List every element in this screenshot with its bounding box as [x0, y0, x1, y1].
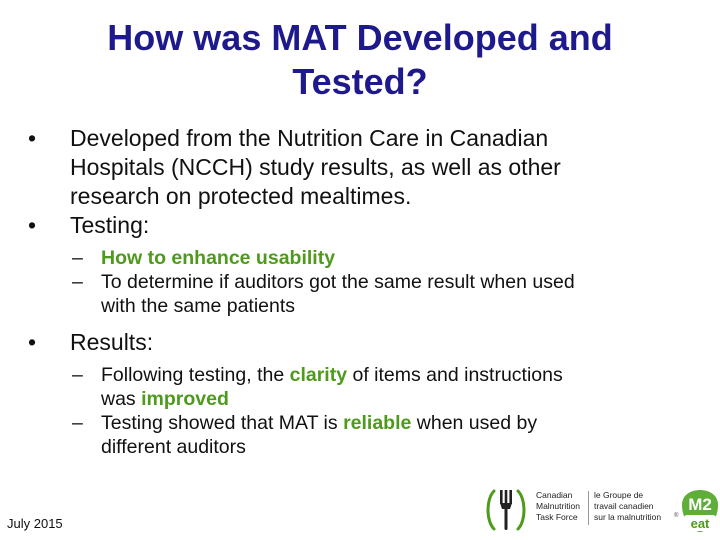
sub-bullet-clarity: [0, 363, 701, 411]
badge-top-text: M2: [688, 495, 712, 514]
bullet-results-label: Results:: [70, 329, 154, 355]
bullet-testing: [0, 211, 650, 240]
logo-en-line: Malnutrition: [536, 501, 580, 511]
logo-fr-line: sur la malnutrition: [594, 512, 662, 522]
improved-highlight: improved: [141, 388, 229, 410]
clarity-suffix: of items and instructions: [347, 364, 563, 386]
logo-en-line: Canadian: [536, 490, 573, 500]
clarity-highlight: clarity: [289, 364, 348, 386]
logo-divider: [588, 491, 589, 525]
bullet-developed: [0, 124, 650, 211]
bullet-testing-label: Testing:: [70, 212, 150, 238]
reliable-suffix: when used by: [411, 412, 538, 434]
sub-bullet-usability-text: How to enhance usability: [101, 247, 336, 269]
sub-bullet-auditors-line-2: with the same patients: [101, 295, 296, 317]
clarity-prefix: Following testing, the: [101, 364, 290, 386]
logo-english-text: [536, 490, 580, 523]
slide-title-line-2: Tested?: [292, 61, 428, 102]
sub-bullet-clarity-line-2: [101, 387, 701, 411]
dash-icon: –: [72, 271, 83, 293]
sub-bullet-reliable-line-1: [101, 411, 701, 435]
badge-bottom-text: eat: [690, 516, 710, 531]
improved-prefix: was: [101, 388, 142, 410]
bullet-icon: •: [28, 212, 37, 238]
dash-icon: –: [72, 412, 83, 434]
bullet-results: [0, 328, 650, 357]
sub-bullet-usability: [0, 246, 701, 270]
logo-french-text: [594, 490, 661, 523]
fork-icon: [484, 487, 528, 533]
logo-en-line: Task Force: [536, 512, 578, 522]
bullet-list: [0, 124, 720, 459]
bullet-developed-line-2: Hospitals (NCCH) study results, as well as other: [70, 154, 561, 180]
sub-bullet-clarity-line-1: [101, 363, 701, 387]
bullet-icon: •: [28, 329, 37, 355]
logo-fr-line: travail canadien: [594, 501, 654, 511]
dash-icon: –: [72, 247, 83, 269]
sub-bullet-auditors-line-1: To determine if auditors got the same result when used: [101, 271, 575, 293]
sub-bullet-auditors: [0, 270, 701, 318]
reliable-prefix: Testing showed that MAT is: [101, 412, 344, 434]
sub-bullet-reliable: [0, 411, 701, 459]
bullet-developed-line-3: research on protected mealtimes.: [70, 183, 412, 209]
m2eat-badge: [680, 489, 720, 535]
footer-date: July 2015: [7, 516, 63, 531]
sub-bullet-reliable-line-2: different auditors: [101, 436, 246, 458]
bullet-icon: •: [28, 125, 37, 151]
registered-mark: ®: [674, 513, 679, 519]
slide-title-line-1: How was MAT Developed and: [107, 17, 613, 58]
slide-title: [60, 16, 660, 104]
logo-fr-line: le Groupe de: [594, 490, 644, 500]
dash-icon: –: [72, 364, 83, 386]
bullet-developed-line-1: Developed from the Nutrition Care in Canadian: [70, 125, 549, 151]
reliable-highlight: reliable: [343, 412, 412, 434]
